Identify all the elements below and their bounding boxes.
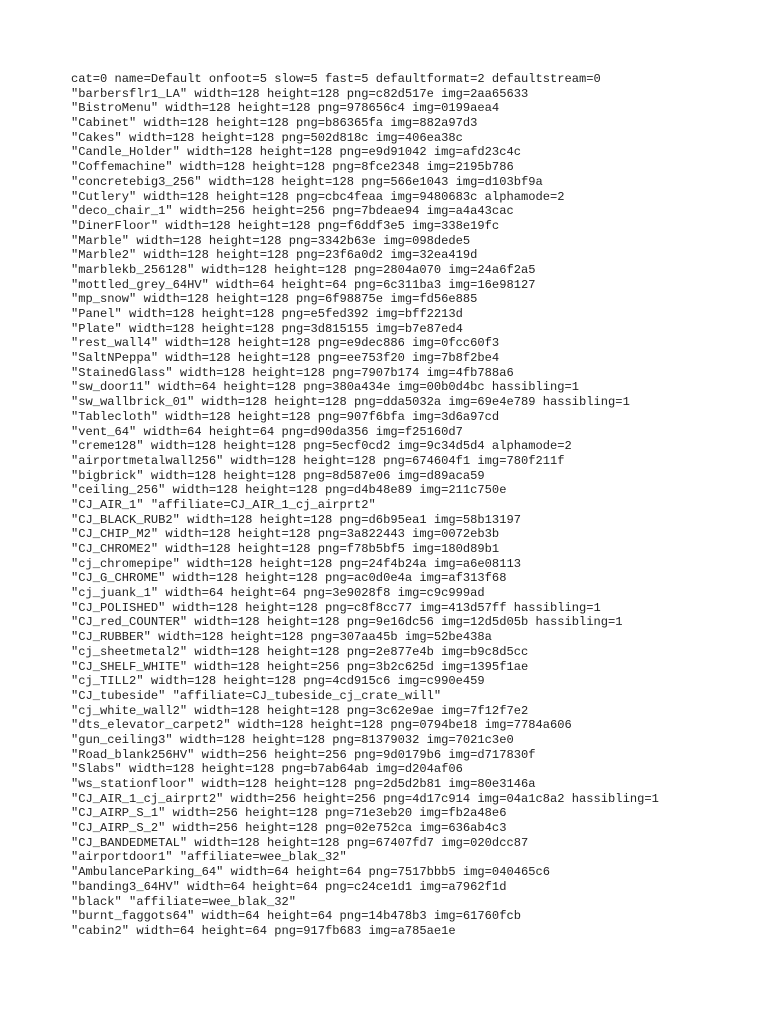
texture-entry-line: "CJ_AIR_1_cj_airprt2" width=256 height=256 png=4d17c914 img=04a1c8a2 hassibling=1 (71, 791, 659, 806)
texture-entry-line: "dts_elevator_carpet2" width=128 height=128 png=0794be18 img=7784a606 (71, 718, 572, 733)
texture-entry-line: "gun_ceiling3" width=128 height=128 png=81379032 img=7021c3e0 (71, 732, 514, 747)
texture-entry-line: "airportdoor1" "affiliate=wee_blak_32" (71, 850, 347, 865)
texture-entry-line: "cabin2" width=64 height=64 png=917fb683 img=a785ae1e (71, 923, 456, 938)
texture-entry-line: "creme128" width=128 height=128 png=5ecf0cd2 img=9c34d5d4 alphamode=2 (71, 439, 572, 454)
texture-entry-line: "DinerFloor" width=128 height=128 png=f6ddf3e5 img=338e19fc (71, 218, 500, 233)
texture-entry-line: "Cabinet" width=128 height=128 png=b86365fa img=882a97d3 (71, 116, 478, 131)
texture-entry-line: "CJ_SHELF_WHITE" width=128 height=256 png=3b2c625d img=1395f1ae (71, 659, 529, 674)
texture-entry-line: "CJ_POLISHED" width=128 height=128 png=c8f8cc77 img=413d57ff hassibling=1 (71, 600, 601, 615)
texture-entry-line: "rest_wall4" width=128 height=128 png=e9dec886 img=0fcc60f3 (71, 336, 500, 351)
text-document (71, 72, 761, 939)
texture-entry-line: "CJ_tubeside" "affiliate=CJ_tubeside_cj_crate_will" (71, 688, 442, 703)
texture-entry-line: "Coffemachine" width=128 height=128 png=8fce2348 img=2195b786 (71, 160, 514, 175)
texture-entry-line: "Marble2" width=128 height=128 png=23f6a0d2 img=32ea419d (71, 248, 478, 263)
texture-entry-line: "burnt_faggots64" width=64 height=64 png=14b478b3 img=61760fcb (71, 909, 521, 924)
texture-entry-line: "black" "affiliate=wee_blak_32" (71, 894, 296, 909)
texture-entry-line: "cj_TILL2" width=128 height=128 png=4cd915c6 img=c990e459 (71, 674, 485, 689)
texture-entry-line: "BistroMenu" width=128 height=128 png=978656c4 img=0199aea4 (71, 101, 500, 116)
texture-entry-line: "Panel" width=128 height=128 png=e5fed392 img=bff2213d (71, 307, 463, 321)
texture-entry-line: "cj_white_wall2" width=128 height=128 png=3c62e9ae img=7f12f7e2 (71, 703, 529, 718)
texture-entry-line: "CJ_BANDEDMETAL" width=128 height=128 png=67407fd7 img=020dcc87 (71, 835, 529, 850)
header-line: cat=0 name=Default onfoot=5 slow=5 fast=5 defaultformat=2 defaultstream=0 (71, 72, 601, 86)
texture-entry-line: "Cakes" width=128 height=128 png=502d818c img=406ea38c (71, 130, 463, 145)
texture-entry-line: "cj_juank_1" width=64 height=64 png=3e9028f8 img=c9c999ad (71, 586, 485, 601)
texture-entry-line: "Plate" width=128 height=128 png=3d815155 img=b7e87ed4 (71, 321, 463, 336)
texture-entry-line: "barbersflr1_LA" width=128 height=128 png=c82d517e img=2aa65633 (71, 86, 529, 101)
texture-entry-line: "Candle_Holder" width=128 height=128 png=e9d91042 img=afd23c4c (71, 145, 521, 160)
texture-entry-line: "deco_chair_1" width=256 height=256 png=7bdeae94 img=a4a43cac (71, 204, 514, 219)
texture-entry-line: "airportmetalwall256" width=128 height=128 png=674604f1 img=780f211f (71, 453, 565, 468)
texture-entry-line: "CJ_red_COUNTER" width=128 height=128 png=9e16dc56 img=12d5d05b hassibling=1 (71, 615, 623, 630)
texture-entry-line: "Marble" width=128 height=128 png=3342b63e img=098dede5 (71, 233, 471, 248)
texture-entry-line: "Cutlery" width=128 height=128 png=cbc4feaa img=9480683c alphamode=2 (71, 189, 565, 204)
texture-entry-line: "bigbrick" width=128 height=128 png=8d587e06 img=d89aca59 (71, 468, 485, 483)
texture-entry-line: "Road_blank256HV" width=256 height=256 png=9d0179b6 img=d717830f (71, 747, 536, 762)
texture-entry-line: "concretebig3_256" width=128 height=128 png=566e1043 img=d103bf9a (71, 174, 543, 189)
texture-entry-line: "CJ_G_CHROME" width=128 height=128 png=ac0d0e4a img=af313f68 (71, 571, 507, 586)
texture-entry-line: "CJ_CHROME2" width=128 height=128 png=f78b5bf5 img=180d89b1 (71, 542, 500, 556)
texture-entry-line: "CJ_AIRP_S_2" width=256 height=128 png=02e752ca img=636ab4c3 (71, 821, 507, 836)
texture-entry-line: "sw_wallbrick_01" width=128 height=128 png=dda5032a img=69e4e789 hassibling=1 (71, 395, 630, 410)
texture-entry-line: "AmbulanceParking_64" width=64 height=64 png=7517bbb5 img=040465c6 (71, 865, 550, 880)
texture-entry-line: "CJ_RUBBER" width=128 height=128 png=307aa45b img=52be438a (71, 630, 492, 645)
texture-entry-line: "Slabs" width=128 height=128 png=b7ab64ab img=d204af06 (71, 762, 463, 777)
texture-entry-line: "SaltNPeppa" width=128 height=128 png=ee753f20 img=7b8f2be4 (71, 351, 500, 366)
texture-entry-line: "ws_stationfloor" width=128 height=128 png=2d5d2b81 img=80e3146a (71, 777, 536, 791)
texture-entry-line: "marblekb_256128" width=128 height=128 png=2804a070 img=24a6f2a5 (71, 262, 536, 277)
texture-entry-line: "mottled_grey_64HV" width=64 height=64 png=6c311ba3 img=16e98127 (71, 277, 536, 292)
texture-entry-line: "CJ_BLACK_RUB2" width=128 height=128 png=d6b95ea1 img=58b13197 (71, 512, 521, 527)
texture-entry-line: "cj_sheetmetal2" width=128 height=128 png=2e877e4b img=b9c8d5cc (71, 644, 529, 659)
texture-entry-line: "vent_64" width=64 height=64 png=d90da356 img=f25160d7 (71, 424, 463, 439)
texture-entry-line: "StainedGlass" width=128 height=128 png=7907b174 img=4fb788a6 (71, 365, 514, 380)
texture-entry-line: "ceiling_256" width=128 height=128 png=d4b48e89 img=211c750e (71, 483, 507, 498)
texture-entry-line: "Tablecloth" width=128 height=128 png=907f6bfa img=3d6a97cd (71, 409, 500, 424)
texture-entry-line: "sw_door11" width=64 height=128 png=380a434e img=00b0d4bc hassibling=1 (71, 380, 580, 395)
texture-entry-line: "CJ_AIRP_S_1" width=256 height=128 png=71e3eb20 img=fb2a48e6 (71, 806, 507, 821)
texture-entry-line: "banding3_64HV" width=64 height=64 png=c24ce1d1 img=a7962f1d (71, 879, 507, 894)
texture-entry-line: "mp_snow" width=128 height=128 png=6f98875e img=fd56e885 (71, 292, 478, 307)
texture-entry-line: "CJ_AIR_1" "affiliate=CJ_AIR_1_cj_airprt2" (71, 497, 376, 512)
texture-entry-line: "cj_chromepipe" width=128 height=128 png=24f4b24a img=a6e08113 (71, 556, 521, 571)
texture-entry-line: "CJ_CHIP_M2" width=128 height=128 png=3a822443 img=0072eb3b (71, 527, 500, 542)
